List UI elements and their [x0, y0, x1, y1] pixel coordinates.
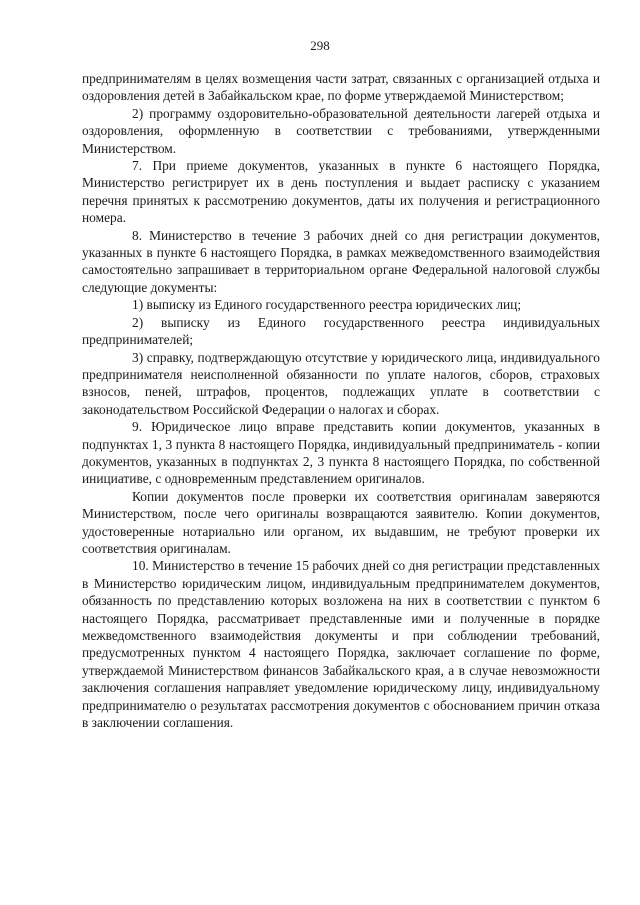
- paragraph-clause-8-item-3: 3) справку, подтверждающую отсутствие у юридического лица, индивидуального предпринимателя неисполненной обязанности по уплате налогов, сборов, страховых взносов, пеней, штрафов, процентов, подлежащих уплате в соответствии с законодательством Российской Федерации о налогах и сборах.: [82, 349, 600, 417]
- paragraph-continuation: предпринимателям в целях возмещения части затрат, связанных с организацией отдыха и оздоровления детей в Забайкальском крае, по форме утверждаемой Министерством;: [82, 71, 600, 104]
- document-body: [82, 70, 600, 731]
- paragraph-clause-8-item-2: 2) выписку из Единого государственного реестра индивидуальных предпринимателей;: [82, 314, 600, 348]
- paragraph-item-2-program: 2) программу оздоровительно-образовательной деятельности лагерей отдыха и оздоровления, оформленную в соответствии с требованиями, утвержденными Министерством.: [82, 105, 600, 156]
- page-number: 298: [310, 38, 330, 53]
- paragraph-clause-8-item-1: 1) выписку из Единого государственного реестра юридических лиц;: [132, 297, 522, 313]
- paragraph-clause-10: 10. Министерство в течение 15 рабочих дней со дня регистрации представленных в Министерство юридическим лицом, индивидуальным предпринимателем документов, обязанность по представлению которых возложена на них в соответствии с пунктом 6 настоящего Порядка, рассматривает представленные ими и полученные в порядке межведомственного взаимодействия документы и при соблюдении требований, предусмотренных пунктом 4 настоящего Порядка, заключает соглашение по форме, утверждаемой Министерством финансов Забайкальского края, а в случае невозможности заключения соглашения направляет уведомление юридическому лицу, индивидуальному предпринимателю о результатах рассмотрения документов с обоснованием причин отказа в заключении соглашения.: [82, 558, 600, 731]
- paragraph-clause-7: 7. При приеме документов, указанных в пункте 6 настоящего Порядка, Министерство регистрирует их в день поступления и выдает расписку с указанием перечня принятых к рассмотрению документов, даты их получения и регистрационного номера.: [82, 158, 600, 226]
- paragraph-clause-8: 8. Министерство в течение 3 рабочих дней со дня регистрации документов, указанных в пункте 6 настоящего Порядка, в рамках межведомственного взаимодействия самостоятельно запрашивает в территориальном органе Федеральной налоговой службы следующие документы:: [82, 227, 600, 295]
- paragraph-clause-9: 9. Юридическое лицо вправе представить копии документов, указанных в подпунктах 1, 3 пункта 8 настоящего Порядка, индивидуальный предприниматель - копии документов, указанных в подпунктах 2, 3 пункта 8 настоящего Порядка, по собственной инициативе, с одновременным представлением оригиналов.: [82, 419, 600, 487]
- paragraph-clause-9-copies: Копии документов после проверки их соответствия оригиналам заверяются Министерством, после чего оригиналы возвращаются заявителю. Копии документов, удостоверенные нотариально или органом, их выдавшим, не требуют проверки их соответствия оригиналам.: [82, 488, 600, 556]
